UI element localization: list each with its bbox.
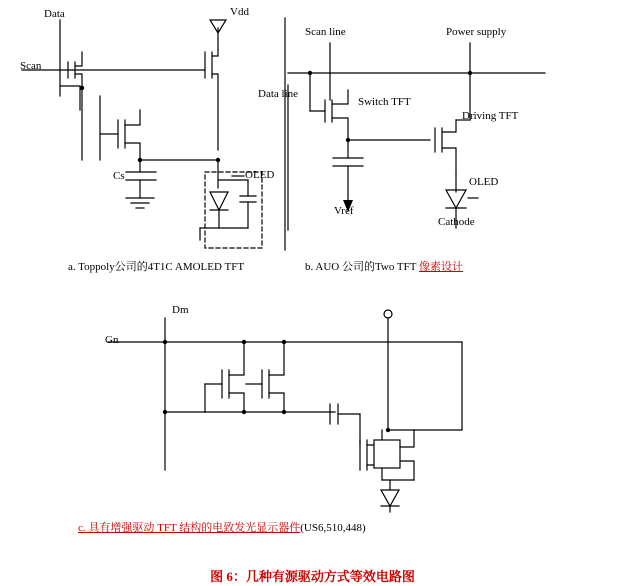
panel-a-t1-drain <box>212 50 218 56</box>
panel-c-diode <box>381 490 399 506</box>
panel-c-node-dot-2 <box>242 340 246 344</box>
panel-c-t4-body <box>374 440 400 468</box>
panel-c-t4-drain <box>400 430 414 447</box>
label-data-line: Data line <box>258 88 299 100</box>
label-vref: Vref <box>334 205 354 217</box>
panel-c-node-dot-1 <box>163 410 167 414</box>
panel-c-node-dot-3 <box>282 340 286 344</box>
panel-b-drive-source <box>442 148 456 175</box>
panel-a-node-dot-2 <box>138 158 142 162</box>
panel-c-node-dot-5 <box>282 410 286 414</box>
panel-a-node-dot-3 <box>80 86 84 90</box>
caption-panel-b-red: 像素设计 <box>419 261 464 273</box>
panel-a-t3-drain <box>125 110 140 125</box>
label-cs: Cs <box>113 170 125 182</box>
panel-b-drive-drain <box>442 120 456 132</box>
panel-c-node-dot-7 <box>163 340 167 344</box>
figure-title: 图 6：几种有源驱动方式等效电路图 <box>210 569 415 584</box>
label-driving-tft: Driving TFT <box>462 110 519 122</box>
caption-panel-c-red: c. 具有增强驱动 TFT 结构的电致发光显示器件 <box>78 522 301 534</box>
panel-b-switch-drain <box>332 90 348 104</box>
panel-a-t2-drain <box>75 52 82 66</box>
label-oled-b: OLED <box>469 176 499 188</box>
panel-c-t4-source <box>400 461 414 480</box>
panel-b-node-dot-2 <box>308 71 312 75</box>
panel-b-switch-source <box>332 118 348 140</box>
label-switch-tft: Switch TFT <box>358 96 411 108</box>
panel-a-t1-source <box>212 74 218 150</box>
caption-panel-c <box>78 519 366 535</box>
caption-panel-b-black: b. AUO 公司的Two TFT <box>305 261 420 273</box>
label-scan-line: Scan line <box>305 26 346 38</box>
label-power-supply: Power supply <box>446 26 507 38</box>
caption-panel-c-black: (US6,510,448) <box>300 522 366 534</box>
panel-c-terminal-circle <box>384 310 392 318</box>
label-oled-a: OLED <box>245 169 275 181</box>
caption-panel-a: a. Toppoly公司的4T1C AMOLED TFT <box>68 261 245 273</box>
label-cathode: Cathode <box>438 216 475 228</box>
label-data: Data <box>44 8 65 20</box>
label-vdd: Vdd <box>230 6 249 18</box>
panel-c-node-dot-6 <box>386 428 390 432</box>
panel-b-node-dot-1 <box>346 138 350 142</box>
panel-c-t2-drain <box>269 342 284 375</box>
panel-c-node-dot-4 <box>242 410 246 414</box>
label-gn: Gn <box>105 334 119 346</box>
panel-c-t1-drain <box>229 342 244 375</box>
caption-panel-b <box>305 258 463 274</box>
panel-a-node-dot-1 <box>216 158 220 162</box>
panel-a-t3-source <box>125 143 140 160</box>
panel-c-t1-source <box>229 393 244 412</box>
panel-c-t2-source <box>269 393 284 412</box>
label-scan: Scan <box>20 60 42 72</box>
panel-b-node-dot-3 <box>468 71 472 75</box>
label-dm: Dm <box>172 304 189 316</box>
panel-b-oled-diode <box>446 190 466 208</box>
panel-a-data-step <box>60 72 80 96</box>
panel-a-oled-diode <box>210 192 228 210</box>
